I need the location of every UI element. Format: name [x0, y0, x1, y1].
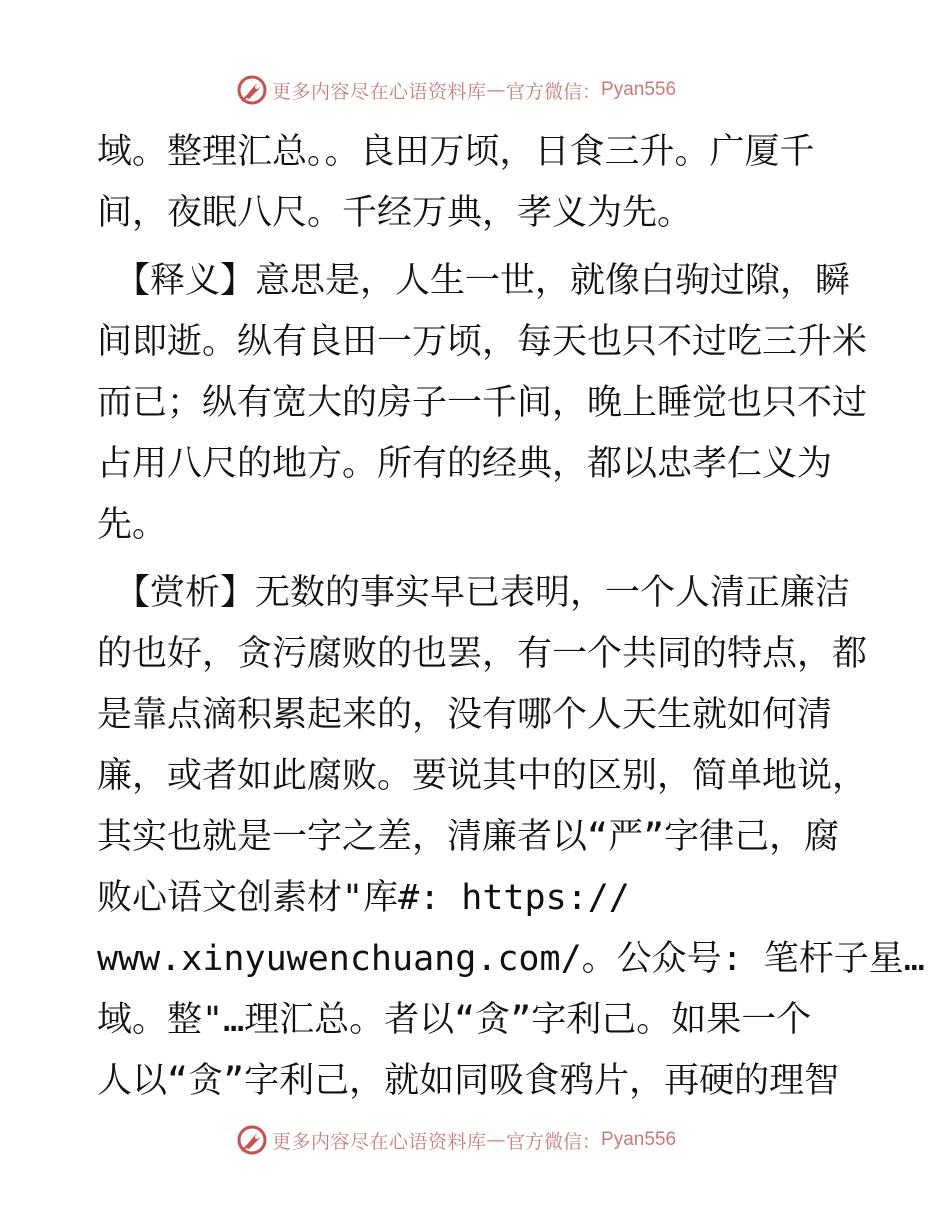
banner-site-text: 更多内容尽在心语资料库 [272, 80, 487, 103]
text-line: 的也好，贪污腐败的也罢，有一个共同的特点，都 [97, 634, 868, 674]
text-line: 域。整"…理汇总。者以“贪”字利己。如果一个 [97, 1000, 812, 1040]
text-line: 先。 [97, 505, 168, 545]
banner-wechat-label: 官方微信： [506, 80, 602, 103]
footer-watermark-banner [236, 1122, 676, 1158]
text-line: 间，夜眠八尺。千经万典，孝义为先。 [97, 193, 693, 233]
text-line: 【释义】意思是，人生一世，就像白驹过隙，瞬 [115, 261, 851, 301]
document-body [97, 122, 925, 1112]
banner-dash: — [486, 1129, 507, 1151]
text-line: 其实也就是一字之差，清廉者以“严”字律己，腐 [97, 817, 840, 857]
text-line: 是靠点滴积累起来的，没有哪个人天生就如何清 [97, 695, 833, 735]
text-line: 域。整理汇总。。良田万顷，日食三升。广厦千 [97, 132, 815, 172]
banner-wechat-label: 官方微信： [506, 1130, 602, 1153]
banner-wechat-id: Pyan556 [601, 1129, 677, 1150]
text-line: 而已；纵有宽大的房子一千间，晚上睡觉也只不过 [97, 383, 868, 423]
pen-nib-circle-logo-icon [236, 1124, 268, 1156]
text-line: 占用八尺的地方。所有的经典，都以忠孝仁义为 [97, 444, 833, 484]
banner-dash: — [486, 79, 507, 101]
header-watermark-banner [236, 72, 676, 108]
text-line: 【赏析】无数的事实早已表明，一个人清正廉洁 [115, 573, 851, 613]
text-line: 间即逝。纵有良田一万顷，每天也只不过吃三升米 [97, 322, 868, 362]
banner-site-text: 更多内容尽在心语资料库 [272, 1130, 487, 1153]
text-line: 人以“贪”字利己，就如同吸食鸦片，再硬的理智 [97, 1061, 840, 1101]
text-line: 败心语文创素材"库#: https:// [97, 878, 630, 918]
text-line: www.xinyuwenchuang.com/。公众号: 笔杆子星… [97, 939, 925, 979]
pen-nib-circle-logo-icon [236, 74, 268, 106]
banner-wechat-id: Pyan556 [601, 79, 677, 100]
text-line: 廉，或者如此腐败。要说其中的区别，简单地说， [97, 756, 868, 796]
